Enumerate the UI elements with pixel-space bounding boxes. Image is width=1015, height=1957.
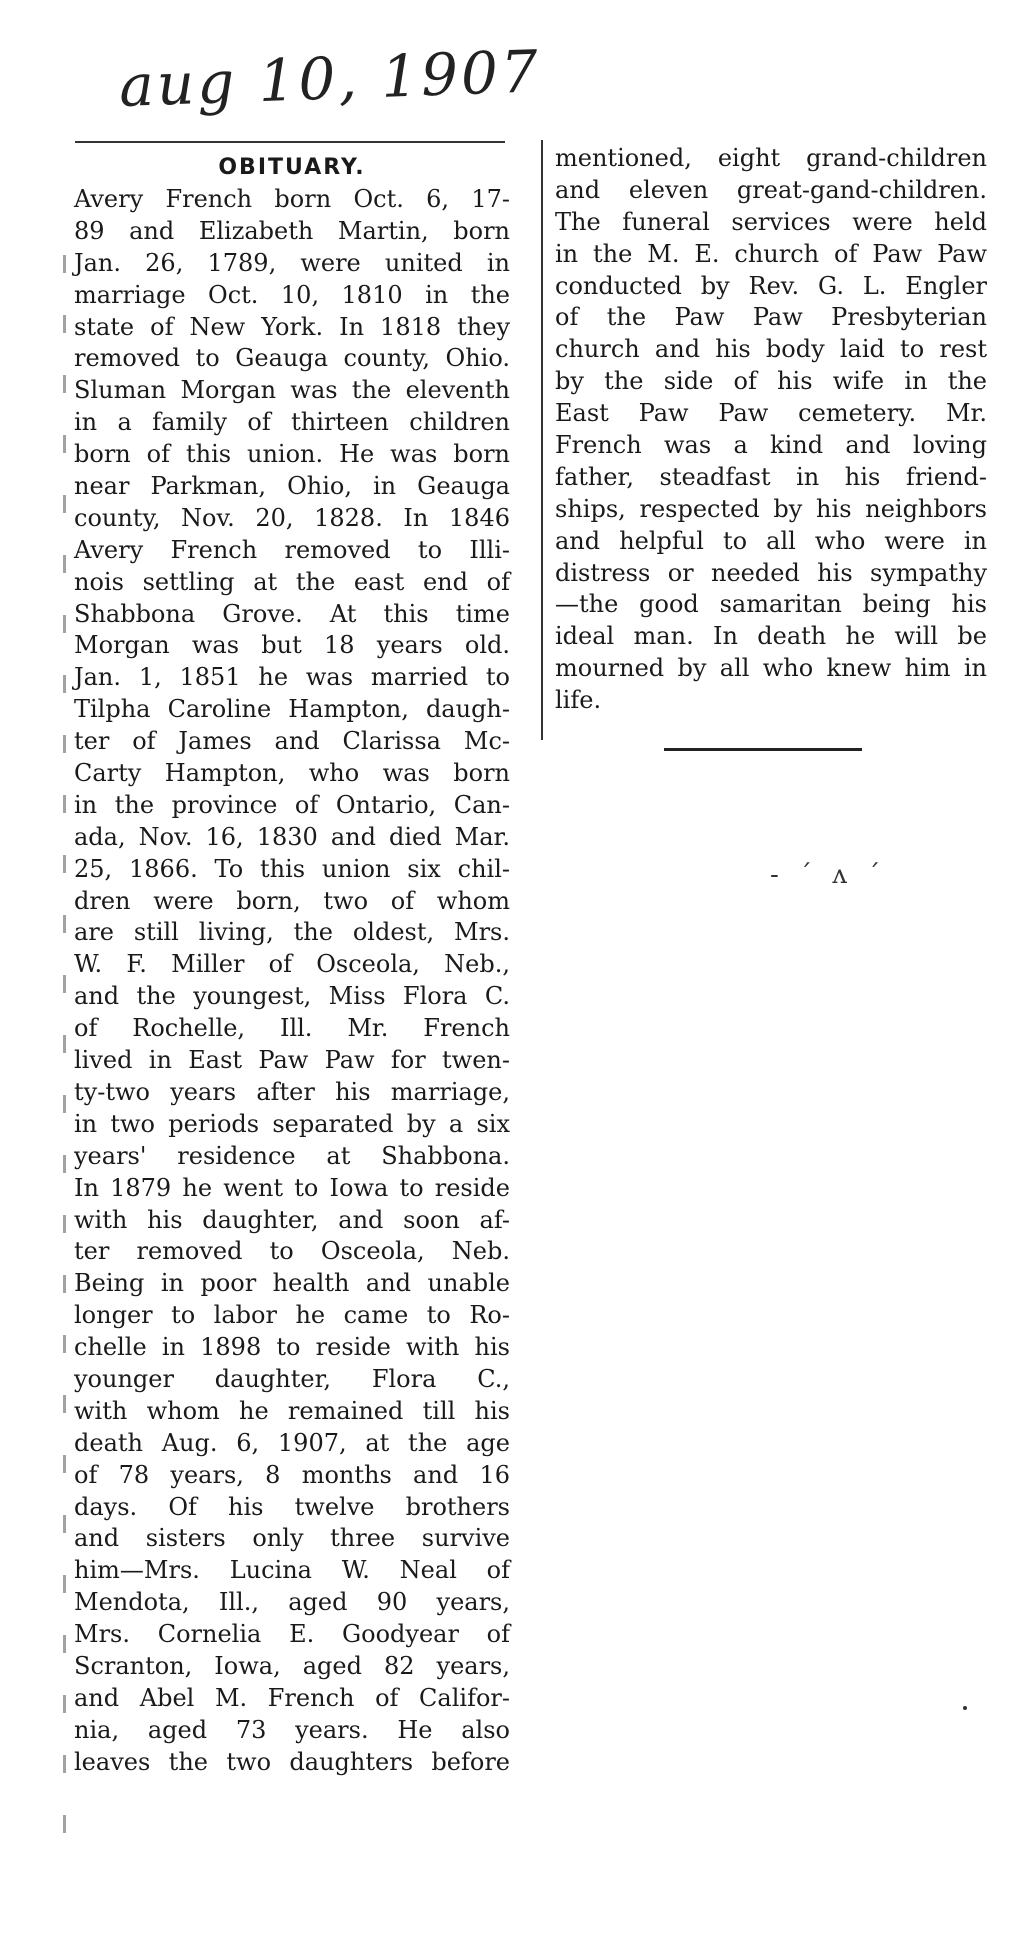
- text-line: life.: [555, 686, 602, 715]
- stray-dot: [963, 1706, 967, 1710]
- text-line: Jan. 26, 1789, were united in: [74, 248, 510, 277]
- text-line: near Parkman, Ohio, in Geauga: [74, 472, 510, 501]
- left-edge-marks: [63, 255, 66, 1835]
- text-line: conducted by Rev. G. L. Engler: [555, 271, 987, 300]
- text-line: him—Mrs. Lucina W. Neal of: [74, 1556, 510, 1585]
- text-line: The funeral services were held: [555, 207, 987, 236]
- text-line: —the good samaritan being his: [555, 590, 987, 619]
- text-line: East Paw Paw cemetery. Mr.: [555, 399, 987, 428]
- text-line: Avery French born Oct. 6, 17-: [74, 185, 510, 213]
- text-line: state of New York. In 1818 they: [74, 312, 510, 341]
- text-line: are still living, the oldest, Mrs.: [74, 918, 510, 947]
- text-line: In 1879 he went to Iowa to reside: [74, 1173, 510, 1202]
- text-line: by the side of his wife in the: [555, 367, 987, 396]
- text-line: death Aug. 6, 1907, at the age: [74, 1428, 510, 1457]
- text-line: mourned by all who knew him in: [555, 654, 987, 683]
- text-line: marriage Oct. 10, 1810 in the: [74, 280, 510, 309]
- stray-marks: - ˊ ʌ ˊ: [770, 860, 887, 890]
- text-line: longer to labor he came to Ro-: [74, 1301, 510, 1330]
- text-line: Jan. 1, 1851 he was married to: [74, 663, 510, 692]
- text-line: of 78 years, 8 months and 16: [74, 1460, 510, 1489]
- text-line: Scranton, Iowa, aged 82 years,: [74, 1651, 510, 1680]
- right-column-text: [555, 143, 987, 717]
- text-line: in two periods separated by a six: [74, 1109, 510, 1138]
- column-divider: [541, 140, 543, 740]
- text-line: Carty Hampton, who was born: [74, 759, 510, 788]
- text-line: with whom he remained till his: [74, 1396, 510, 1425]
- text-line: Being in poor health and unable: [74, 1269, 510, 1298]
- text-line: born of this union. He was born: [74, 440, 510, 469]
- text-line: and the youngest, Miss Flora C.: [74, 982, 510, 1011]
- text-line: years' residence at Shabbona.: [74, 1141, 510, 1170]
- text-line: Mrs. Cornelia E. Goodyear of: [74, 1620, 510, 1649]
- text-line: Tilpha Caroline Hampton, daugh-: [74, 695, 510, 724]
- text-line: French was a kind and loving: [555, 431, 987, 460]
- text-line: of the Paw Paw Presbyterian: [555, 303, 987, 332]
- text-line: Sluman Morgan was the eleventh: [74, 376, 510, 405]
- text-line: W. F. Miller of Osceola, Neb.,: [74, 950, 510, 979]
- text-line: and helpful to all who were in: [555, 526, 987, 555]
- text-line: ter removed to Osceola, Neb.: [74, 1237, 510, 1266]
- left-column-text: [74, 184, 510, 1779]
- text-line: ships, respected by his neighbors: [555, 494, 987, 523]
- text-line: chelle in 1898 to reside with his: [74, 1333, 510, 1362]
- text-line: mentioned, eight grand-children: [555, 144, 987, 172]
- text-line: Shabbona Grove. At this time: [74, 599, 510, 628]
- text-line: Mendota, Ill., aged 90 years,: [74, 1588, 510, 1617]
- text-line: in a family of thirteen children: [74, 408, 510, 437]
- text-line: ada, Nov. 16, 1830 and died Mar.: [74, 822, 510, 851]
- text-line: leaves the two daughters before: [74, 1747, 510, 1776]
- text-line: Avery French removed to Illi-: [74, 535, 510, 564]
- text-line: nia, aged 73 years. He also: [74, 1715, 510, 1744]
- left-column: [74, 152, 510, 1779]
- right-column: [555, 143, 987, 717]
- end-rule: [664, 748, 862, 751]
- text-line: days. Of his twelve brothers: [74, 1492, 510, 1521]
- text-line: in the province of Ontario, Can-: [74, 790, 510, 819]
- text-line: Morgan was but 18 years old.: [74, 631, 510, 660]
- text-line: nois settling at the east end of: [74, 567, 510, 596]
- obituary-heading: OBITUARY.: [218, 155, 366, 180]
- text-line: removed to Geauga county, Ohio.: [74, 344, 510, 373]
- text-line: father, steadfast in his friend-: [555, 462, 987, 491]
- text-line: distress or needed his sympathy: [555, 558, 987, 587]
- top-rule: [75, 141, 505, 143]
- text-line: and sisters only three survive: [74, 1524, 510, 1553]
- text-line: 25, 1866. To this union six chil-: [74, 854, 510, 883]
- text-line: county, Nov. 20, 1828. In 1846: [74, 503, 510, 532]
- text-line: younger daughter, Flora C.,: [74, 1364, 510, 1393]
- handwritten-date: aug 10, 1907: [118, 37, 542, 120]
- text-line: with his daughter, and soon af-: [74, 1205, 510, 1234]
- text-line: and eleven great-gand-children.: [555, 175, 987, 204]
- text-line: ideal man. In death he will be: [555, 622, 987, 651]
- text-line: of Rochelle, Ill. Mr. French: [74, 1014, 510, 1043]
- text-line: and Abel M. French of Califor-: [74, 1683, 510, 1712]
- text-line: ter of James and Clarissa Mc-: [74, 727, 510, 756]
- text-line: in the M. E. church of Paw Paw: [555, 239, 987, 268]
- text-line: 89 and Elizabeth Martin, born: [74, 216, 510, 245]
- text-line: church and his body laid to rest: [555, 335, 987, 364]
- text-line: ty-two years after his marriage,: [74, 1077, 510, 1106]
- text-line: dren were born, two of whom: [74, 886, 510, 915]
- text-line: lived in East Paw Paw for twen-: [74, 1046, 510, 1075]
